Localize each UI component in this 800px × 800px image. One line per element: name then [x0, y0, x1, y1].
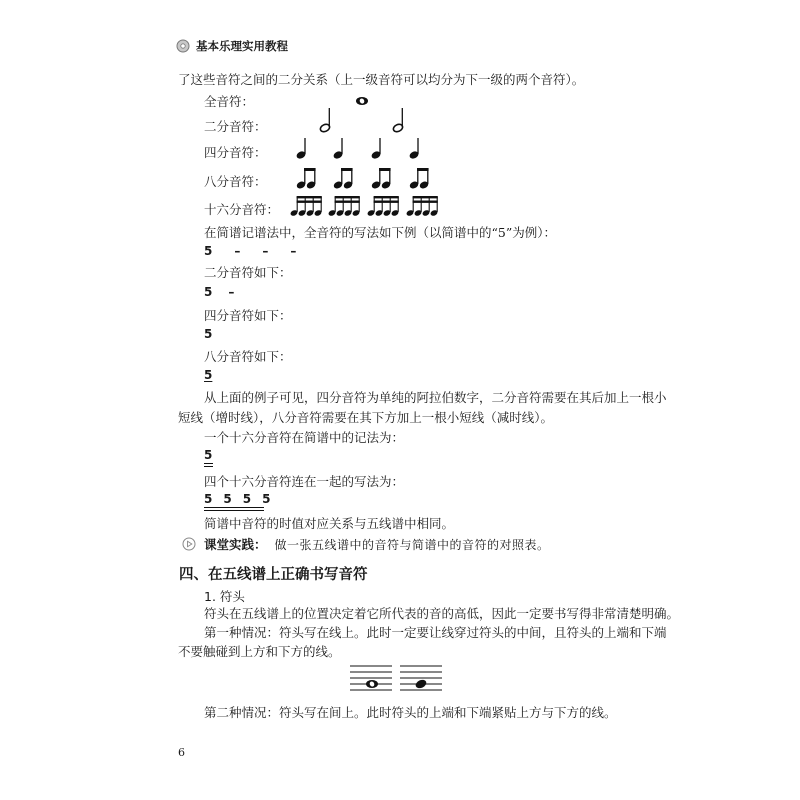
- row-label-quarter: 四分音符：: [204, 145, 267, 160]
- quarter-note-icon: [370, 138, 381, 160]
- case-two-text: 第二种情况：符头写在间上。此时符头的上端和下端紧贴上方与下方的线。: [204, 705, 617, 720]
- jianpu-digit: 5: [204, 285, 213, 299]
- quarter-note-icon: [295, 138, 306, 160]
- jianpu-digit: 5: [242, 492, 252, 506]
- reduction-line: [204, 466, 213, 467]
- filled-notehead-on-line-icon: [414, 678, 427, 690]
- intro-paragraph: 了这些音符之间的二分关系（上一级音符可以均分为下一级的两个音符）。: [178, 72, 585, 87]
- classroom-practice: [182, 535, 550, 553]
- row-label-whole: 全音符：: [204, 94, 255, 109]
- whole-note-icon: [356, 97, 368, 105]
- jianpu-sixteenth-example: [204, 448, 212, 462]
- case-one-line-1: 第一种情况：符头写在线上。此时一定要让线穿过符头的中间，且符头的上端和下端: [204, 625, 667, 640]
- jianpu-digit: 5: [204, 448, 213, 462]
- reduction-line: [204, 463, 213, 464]
- jianpu-dash: –: [262, 244, 269, 258]
- jianpu-dash: –: [290, 244, 297, 258]
- jianpu-intro: 在简谱记谱法中，全音符的写法如下例（以简谱中的“5”为例）：: [204, 225, 556, 240]
- practice-label: 课堂实践：: [204, 537, 267, 552]
- eighth-note-pair-icon: [371, 168, 392, 190]
- practice-text: 做一张五线谱中的音符与简谱中的音符的对照表。: [274, 537, 550, 552]
- quarter-note-icon: [332, 138, 343, 160]
- explain-line-2: 短线（增时线），八分音符需要在其下方加上一根小短线（减时线）。: [178, 410, 554, 425]
- sixteenth-note-group-icon: [406, 196, 439, 217]
- quarter-note-label: 四分音符如下：: [204, 308, 292, 323]
- four-sixteenths-label: 四个十六分音符连在一起的写法为：: [204, 474, 405, 489]
- jianpu-digit: 5: [204, 244, 213, 258]
- book-title: 基本乐理实用教程: [196, 39, 288, 53]
- sixteenth-label: 一个十六分音符在简谱中的记法为：: [204, 430, 405, 445]
- whole-note-on-line-icon: [366, 680, 378, 688]
- jianpu-whole-example: [204, 244, 296, 258]
- jianpu-four-sixteenths-example: [204, 492, 270, 506]
- half-note-icon: [392, 108, 404, 133]
- section-heading: 四、在五线谱上正确书写音符: [179, 567, 368, 583]
- quarter-note-icon: [408, 138, 419, 160]
- reduction-line: [204, 507, 264, 508]
- note-values-figure: [0, 0, 800, 230]
- jianpu-eighth-example: 5: [204, 368, 213, 382]
- half-note-icon: [319, 108, 331, 133]
- explain-line-1: 从上面的例子可见，四分音符为单纯的阿拉伯数字，二分音符需要在其后加上一根小: [204, 390, 667, 405]
- play-circle-icon: [182, 537, 196, 551]
- notehead-paragraph: 符头在五线谱上的位置决定着它所代表的音的高低，因此一定要书写得非常清楚明确。: [204, 606, 680, 621]
- eighth-note-pair-icon: [333, 168, 354, 190]
- sixteenth-note-group-icon: [290, 196, 323, 217]
- eighth-note-label: 八分音符如下：: [204, 349, 292, 364]
- staff-notehead-figure: [348, 662, 444, 696]
- jianpu-digit: 5: [262, 492, 271, 506]
- same-correspondence-text: 简谱中音符的时值对应关系与五线谱中相同。: [204, 516, 455, 531]
- jianpu-quarter-example: 5: [204, 327, 213, 341]
- subheading-notehead: 1. 符头: [204, 589, 245, 604]
- row-label-half: 二分音符：: [204, 119, 267, 134]
- half-note-label: 二分音符如下：: [204, 265, 292, 280]
- jianpu-dash: –: [234, 244, 241, 258]
- eighth-note-pair-icon: [296, 168, 317, 190]
- row-label-sixteenth: 十六分音符：: [204, 202, 280, 217]
- jianpu-digit: 5: [223, 492, 232, 506]
- jianpu-digit: 5: [204, 492, 213, 506]
- sixteenth-note-group-icon: [328, 196, 361, 217]
- reduction-line: [204, 510, 264, 511]
- row-label-eighth: 八分音符：: [204, 174, 267, 189]
- page-number: 6: [178, 746, 185, 759]
- jianpu-half-example: [204, 285, 234, 299]
- case-one-line-2: 不要触碰到上方和下方的线。: [178, 644, 341, 659]
- eighth-note-pair-icon: [409, 168, 430, 190]
- sixteenth-note-group-icon: [367, 196, 400, 217]
- jianpu-dash: –: [228, 285, 235, 299]
